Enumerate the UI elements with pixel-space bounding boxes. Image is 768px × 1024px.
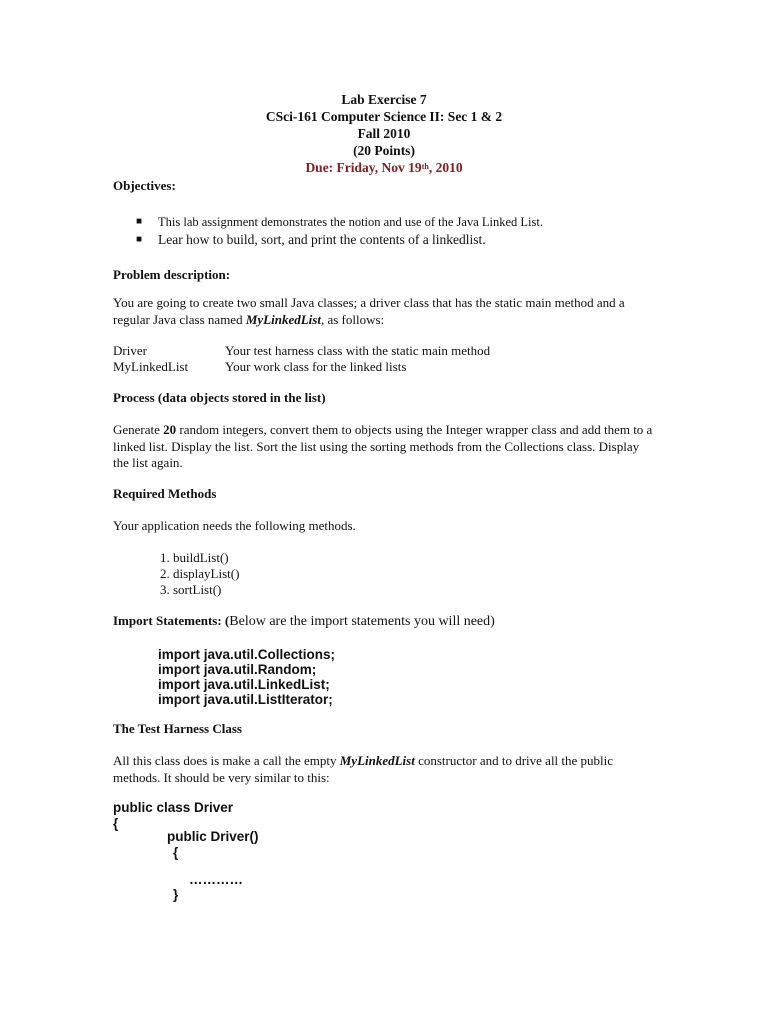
import-statements	[158, 647, 335, 707]
code-line: import java.util.Random;	[158, 662, 317, 677]
imports-heading-line: Import Statements: (Below are the import statements you will need)	[113, 613, 495, 629]
harness-heading: The Test Harness Class	[113, 721, 242, 736]
code-open-brace: {	[113, 816, 119, 831]
class-table	[113, 343, 490, 375]
problem-heading: Problem description:	[113, 267, 231, 282]
code-inner-close-brace: }	[173, 887, 179, 902]
list-item: 3. sortList()	[160, 582, 222, 597]
code-line: import java.util.LinkedList;	[158, 677, 330, 692]
methods-intro: Your application needs the following methods.	[113, 518, 356, 533]
course-title: CSci-161 Computer Science II: Sec 1 & 2	[265, 109, 503, 124]
process-text: Generate 20 random integers, convert them to objects using the Integer wrapper class and add them to a linked list. Display the list. Sort the list using the sorting methods from the Collections class. Display the list again.	[113, 422, 653, 470]
bullet-icon: ■	[136, 216, 143, 227]
code-ellipsis: …………	[189, 872, 243, 887]
document-header	[0, 91, 768, 176]
methods-list	[160, 550, 239, 598]
code-constructor: public Driver()	[167, 829, 259, 844]
harness-text: All this class does is make a call the empty MyLinkedList constructor and to drive all the public methods. It should be very similar to this:	[113, 753, 614, 785]
code-line: import java.util.Collections;	[158, 647, 336, 662]
list-item: ■ This lab assignment demonstrates the notion and use of the Java Linked List.	[136, 215, 543, 229]
objectives-heading: Objectives:	[113, 178, 176, 193]
points: (20 Points)	[353, 143, 415, 158]
table-row: Driver Your test harness class with the static main method	[113, 343, 491, 358]
list-item: ■ Lear how to build, sort, and print the contents of a linkedlist.	[136, 232, 486, 247]
list-item: 2. displayList()	[160, 566, 240, 581]
problem-text: You are going to create two small Java classes; a driver class that has the static main method and a regular Java class named MyLinkedList, as follows:	[113, 295, 625, 327]
term: Fall 2010	[357, 126, 411, 141]
lab-title: Lab Exercise 7	[341, 92, 427, 107]
code-line: import java.util.ListIterator;	[158, 692, 333, 707]
process-heading: Process (data objects stored in the list)	[113, 390, 326, 405]
due-date: Due: Friday, Nov 19th, 2010	[305, 160, 463, 175]
methods-heading: Required Methods	[113, 486, 217, 501]
table-row: MyLinkedList Your work class for the linked lists	[113, 359, 407, 374]
code-driver-class: public class Driver	[113, 800, 234, 815]
bullet-icon: ■	[136, 234, 143, 245]
code-inner-open-brace: {	[173, 845, 179, 860]
objectives-list	[133, 213, 693, 249]
list-item: 1. buildList()	[160, 550, 229, 565]
